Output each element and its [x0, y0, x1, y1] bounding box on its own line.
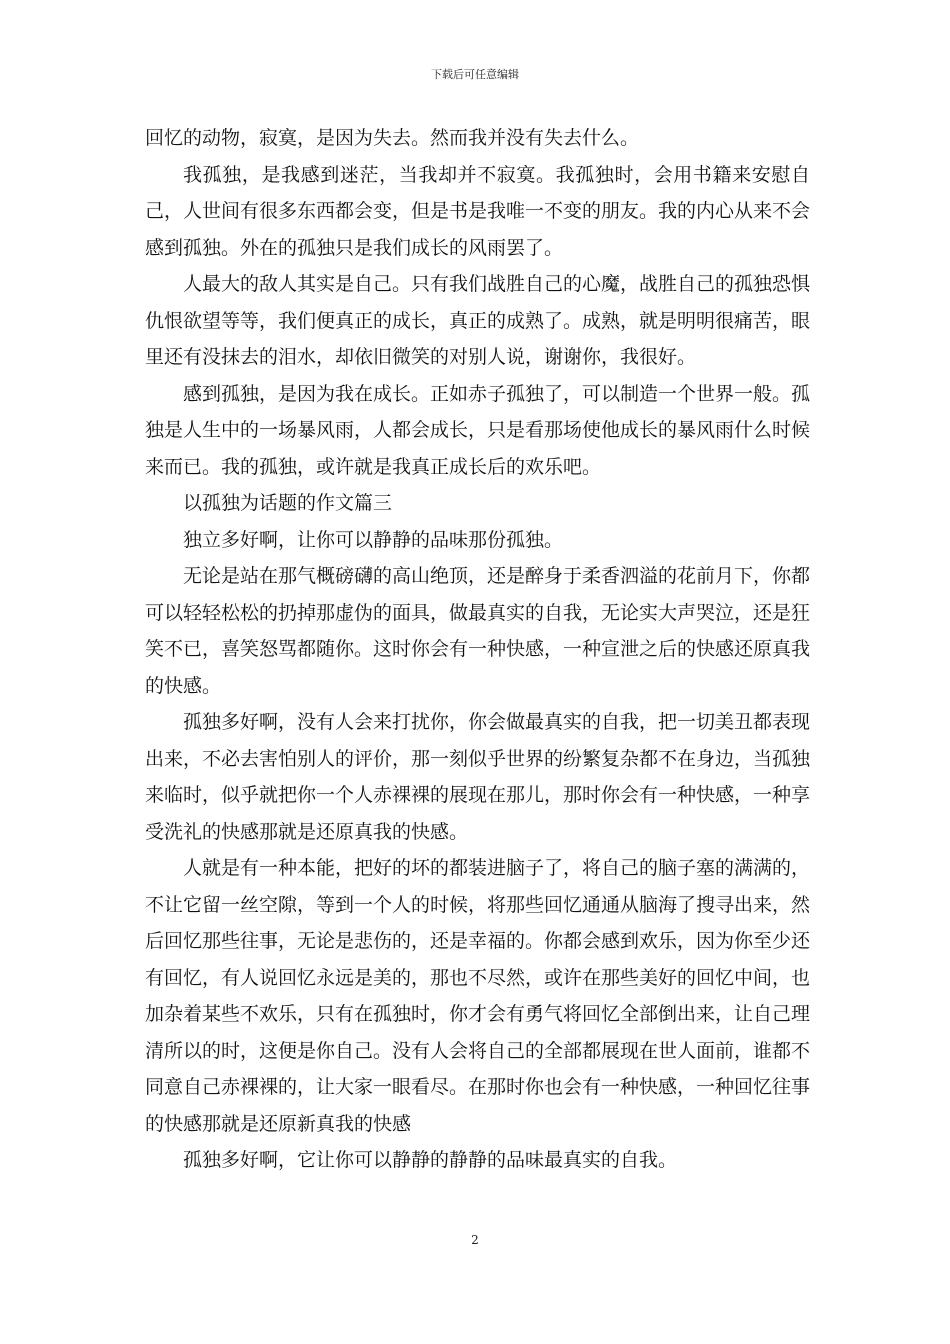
- paragraph: 回忆的动物，寂寞，是因为失去。然而我并没有失去什么。: [145, 127, 640, 149]
- paragraph: 孤独多好啊，没有人会来打扰你，你会做最真实的自我，把一切美丑都表现出来，不必去害怕别人的评价，那一刻似乎世界的纷繁复杂都不在身边，当孤独来临时，似乎就把你一个人赤裸裸的展现在那儿，那时你会有一种快感，一种享受洗礼的快感那就是还原真我的快感。: [145, 711, 811, 843]
- paragraph: 人最大的敌人其实是自己。只有我们战胜自己的心魔，战胜自己的孤独恐惧仇恨欲望等等，我们便真正的成长，真正的成熟了。成熟，就是明明很痛苦，眼里还有没抹去的泪水，却依旧微笑的对别人说，谢谢你，我很好。: [145, 273, 811, 368]
- paragraph: 独立多好啊，让你可以静静的品味那份孤独。: [183, 528, 564, 551]
- paragraph: 感到孤独，是因为我在成长。正如赤子孤独了，可以制造一个世界一般。孤独是人生中的一场暴风雨，人都会成长，只是看那场使他成长的暴风雨什么时候来而已。我的孤独，或许就是我真正成长后的欢乐吧。: [145, 382, 811, 478]
- page-number: 2: [471, 1233, 479, 1247]
- paragraph: 我孤独，是我感到迷茫，当我却并不寂寞。我孤独时，会用书籍来安慰自己，人世间有很多东西都会变，但是书是我唯一不变的朋友。我的内心从来不会感到孤独。外在的孤独只是我们成长的风雨罢了。: [145, 163, 811, 259]
- paragraph: 孤独多好啊，它让你可以静静的静静的品味最真实的自我。: [183, 1149, 678, 1171]
- section-heading: 以孤独为话题的作文篇三: [183, 492, 393, 514]
- page-header: 下载后可任意编辑: [431, 68, 519, 81]
- document-body: [145, 120, 810, 1179]
- paragraph: 人就是有一种本能，把好的坏的都装进脑子了，将自己的脑子塞的满满的，不让它留一丝空隙，等到一个人的时候，将那些回忆通通从脑海了搜寻出来，然后回忆那些往事，无论是悲伤的，还是幸福的。你都会感到欢乐，因为你至少还有回忆，有人说回忆永远是美的，那也不尽然，或许在那些美好的回忆中间，也加杂着某些不欢乐，只有在孤独时，你才会有勇气将回忆全部倒出来，让自己理清所以的时，这便是你自己。没有人会将自己的全部都展现在世人面前，谁都不同意自己赤裸裸的，让大家一眼看尽。在那时你也会有一种快感，一种回忆往事的快感那就是还原新真我的快感: [145, 857, 811, 1135]
- paragraph: 无论是站在那气概磅礴的高山绝顶，还是醉身于柔香泗溢的花前月下，你都可以轻轻松松的扔掉那虚伪的面具，做最真实的自我，无论实大声哭泣，还是狂笑不已，喜笑怒骂都随你。这时你会有一种快感，一种宣泄之后的快感还原真我的快感。: [145, 565, 811, 697]
